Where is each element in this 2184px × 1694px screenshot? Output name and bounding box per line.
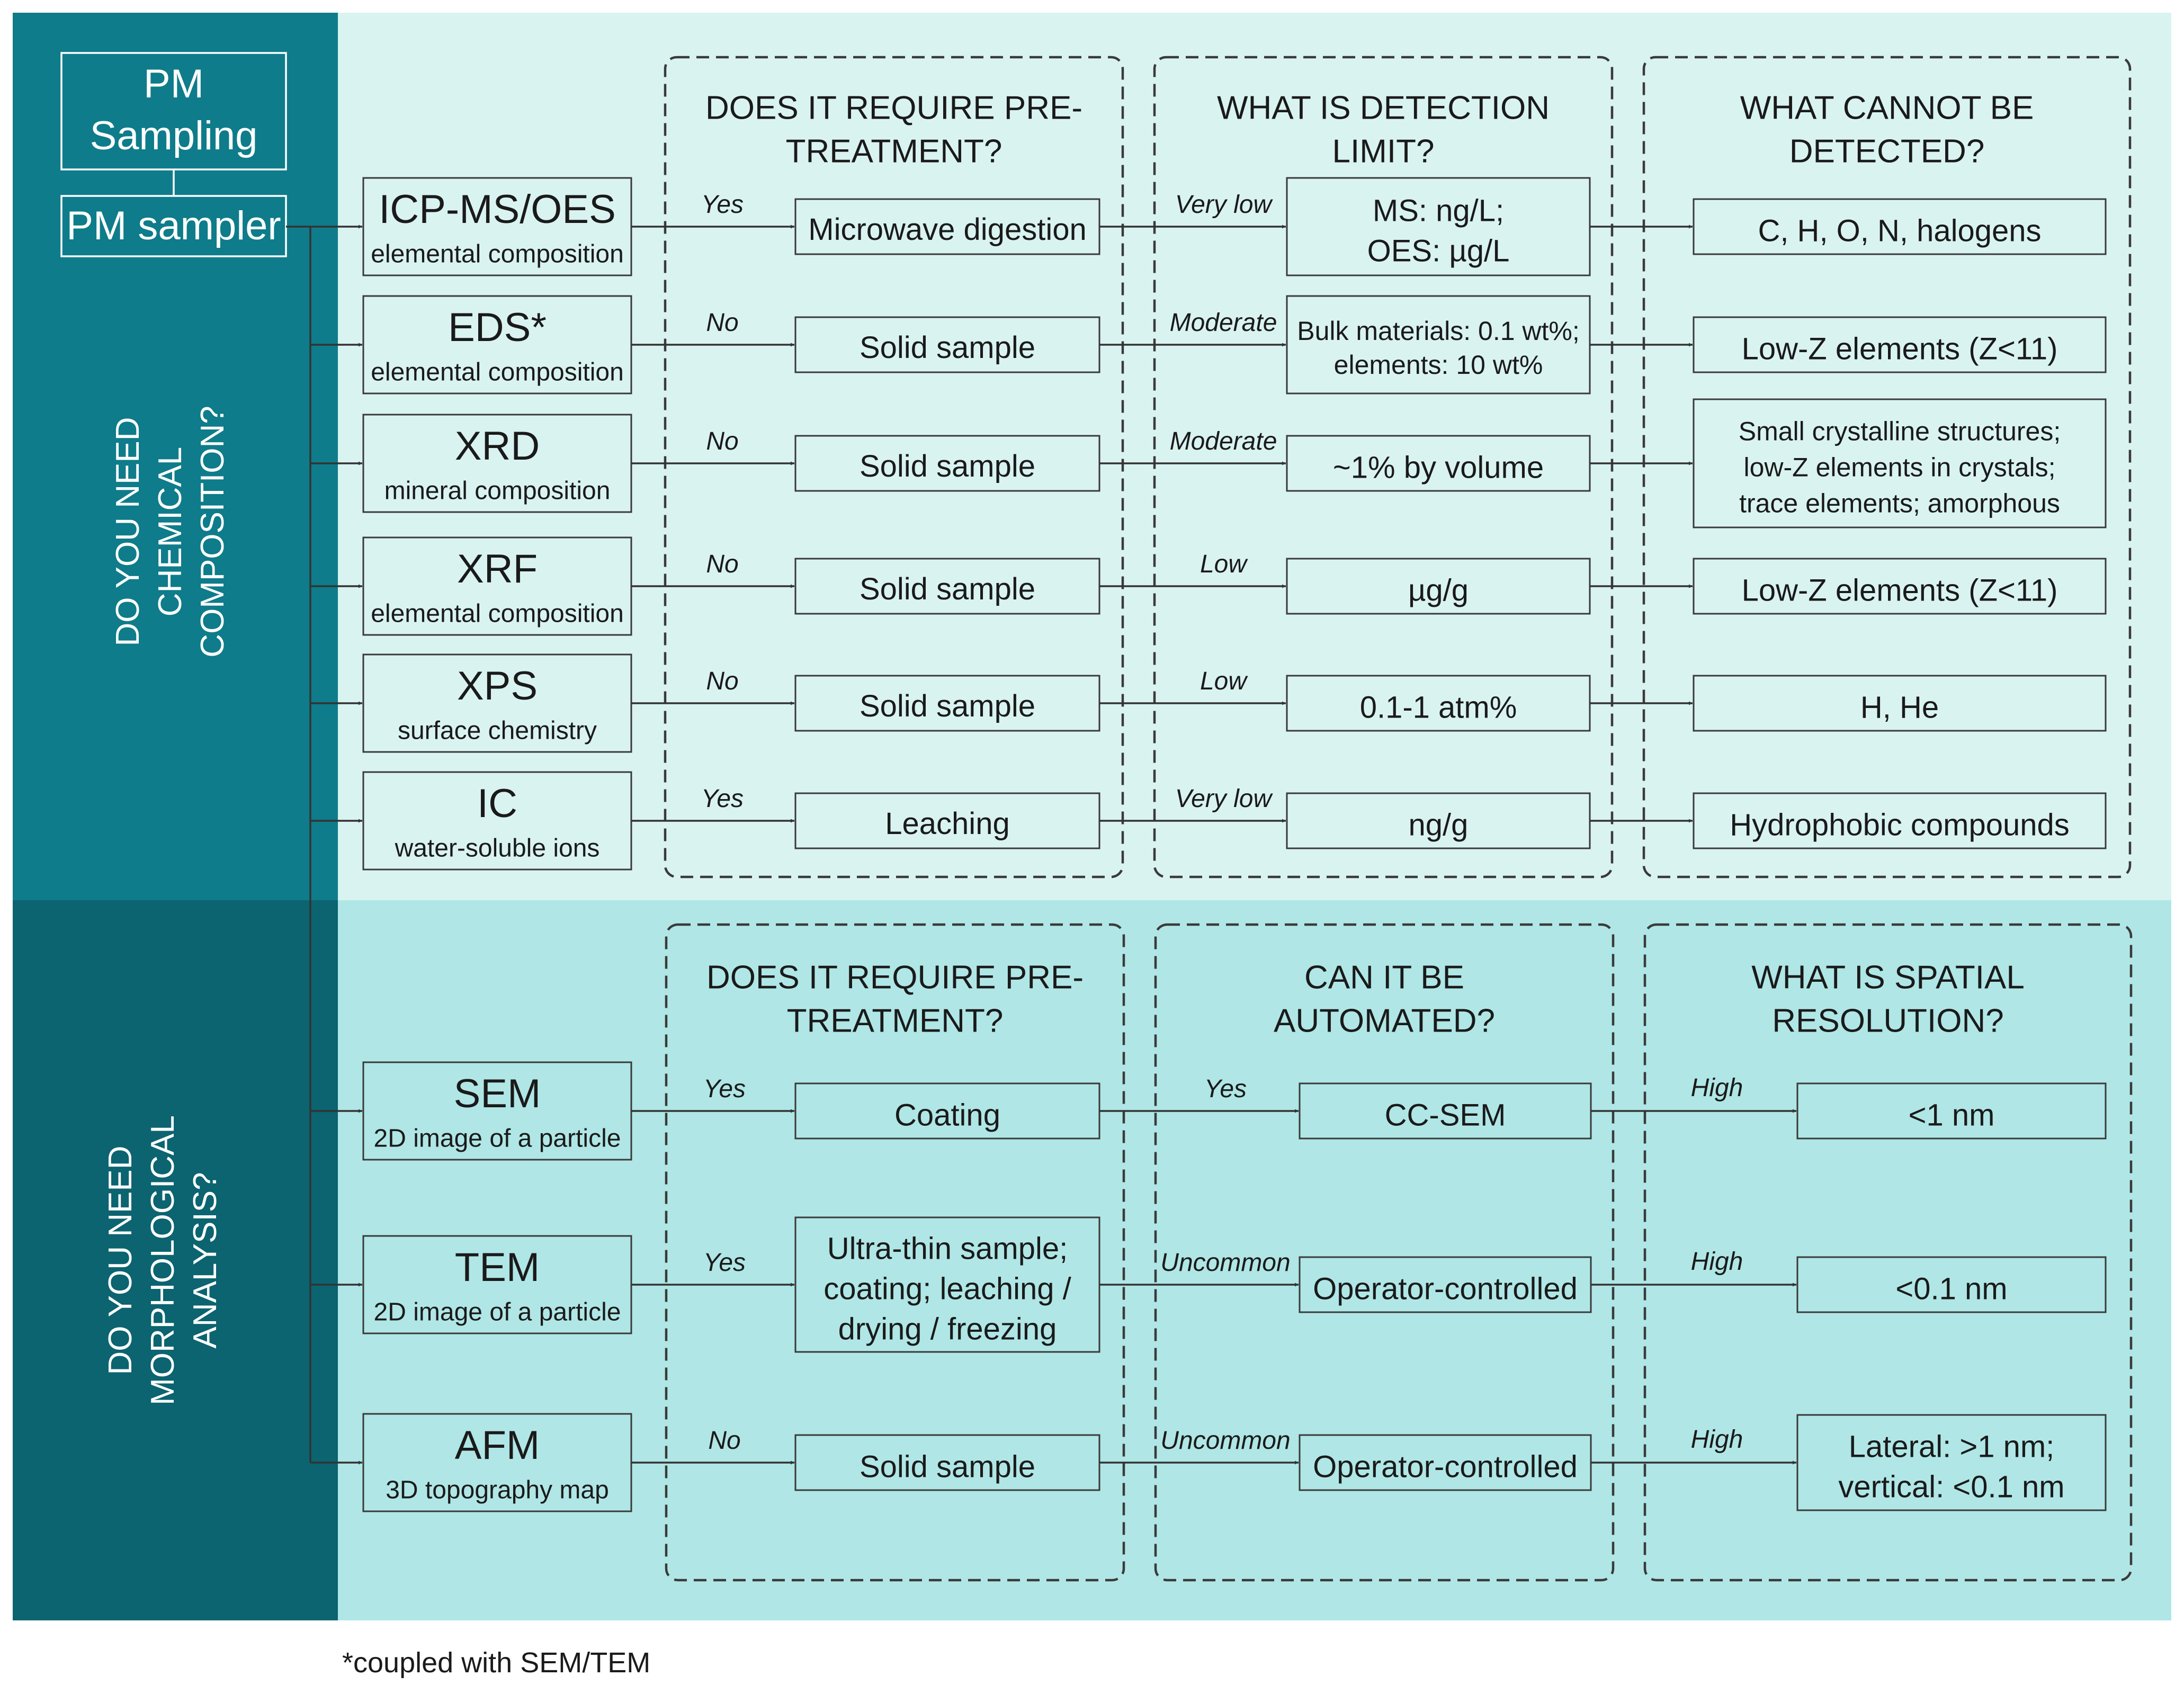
cannot-detect-value: Low-Z elements (Z<11) [1741,573,2058,608]
pm-sampling-label: Sampling [89,113,258,158]
column-header: CAN IT BE [1304,959,1465,996]
method-name: AFM [454,1422,540,1468]
automation-value: Operator-controlled [1313,1449,1578,1484]
method-description: elemental composition [371,358,624,387]
column-header: TREATMENT? [785,133,1003,170]
pm-sampler-label: PM sampler [66,203,281,248]
automation-value: Operator-controlled [1313,1271,1578,1306]
automation-answer: Uncommon [1160,1249,1291,1277]
method-name: XRF [457,546,538,591]
pretreatment-value: Solid sample [859,689,1036,724]
method-description: 3D topography map [386,1476,609,1504]
resolution-value: <1 nm [1908,1098,1995,1133]
resolution-value: <0.1 nm [1895,1271,2008,1306]
pretreatment-value: Solid sample [859,1449,1036,1484]
method-description: 2D image of a particle [373,1124,621,1153]
detection-limit-rating: Low [1200,667,1247,695]
method-name: SEM [453,1071,541,1116]
cannot-detect-value: C, H, O, N, halogens [1758,213,2042,248]
column-header: WHAT IS DETECTION [1216,89,1550,127]
cannot-detect-value: H, He [1860,690,1939,725]
method-description: mineral composition [384,477,611,505]
column-header: DOES IT REQUIRE PRE- [705,89,1082,127]
pretreatment-value: Microwave digestion [808,212,1087,247]
side-label-line: ANALYSIS? [187,1172,223,1349]
column-header: LIMIT? [1332,133,1435,170]
resolution-rating: High [1690,1074,1743,1102]
pretreatment-answer: No [706,550,739,578]
method-name: EDS* [448,304,547,350]
detection-limit-value: OES: µg/L [1367,234,1510,268]
cannot-detect-value: Small crystalline structures; [1738,416,2061,446]
side-label-line: DO YOU NEED [102,1145,139,1375]
method-description: elemental composition [371,599,624,628]
detection-limit-rating: Low [1200,550,1247,578]
side-label-line: COMPOSITION? [194,406,231,658]
detection-limit-rating: Very low [1175,785,1272,813]
method-name: ICP-MS/OES [379,186,616,232]
method-name: IC [477,781,517,826]
pretreatment-answer: No [706,427,739,455]
method-name: XPS [457,663,538,709]
column-header: WHAT IS SPATIAL [1751,959,2025,996]
detection-limit-value: µg/g [1408,573,1469,608]
pretreatment-value: coating; leaching / [824,1271,1071,1306]
resolution-rating: High [1690,1248,1743,1276]
pretreatment-value: Solid sample [859,330,1036,365]
detection-limit-value: elements: 10 wt% [1333,350,1543,380]
method-description: elemental composition [371,240,624,268]
method-description: surface chemistry [397,716,597,745]
pretreatment-value: drying / freezing [838,1312,1057,1347]
pretreatment-answer: No [708,1427,741,1455]
pretreatment-answer: No [706,667,739,695]
cannot-detect-value: Low-Z elements (Z<11) [1741,331,2058,366]
pretreatment-answer: Yes [703,1075,746,1103]
pretreatment-value: Ultra-thin sample; [827,1231,1068,1266]
cannot-detect-value: trace elements; amorphous [1739,488,2060,518]
detection-limit-value: Bulk materials: 0.1 wt%; [1297,316,1580,346]
column-header: WHAT CANNOT BE [1740,89,2034,127]
pretreatment-answer: Yes [703,1249,746,1277]
column-header: DETECTED? [1789,133,1985,170]
detection-limit-rating: Very low [1175,191,1272,219]
method-description: 2D image of a particle [373,1298,621,1326]
detection-limit-rating: Moderate [1169,427,1277,455]
column-header: DOES IT REQUIRE PRE- [706,959,1084,996]
automation-answer: Yes [1204,1075,1247,1103]
cannot-detect-value: Hydrophobic compounds [1730,808,2070,842]
detection-limit-rating: Moderate [1169,309,1277,337]
cannot-detect-value: low-Z elements in crystals; [1743,452,2056,482]
detection-limit-value: MS: ng/L; [1372,193,1505,228]
pretreatment-answer: Yes [701,191,744,219]
automation-answer: Uncommon [1160,1427,1291,1455]
pretreatment-answer: Yes [701,785,744,813]
detection-limit-value: 0.1-1 atm% [1359,690,1517,725]
column-header: RESOLUTION? [1772,1002,2004,1039]
footnote: *coupled with SEM/TEM [342,1647,651,1679]
pretreatment-value: Solid sample [859,572,1036,607]
pretreatment-value: Solid sample [859,449,1036,484]
method-description: water-soluble ions [395,834,600,863]
pretreatment-answer: No [706,309,739,337]
column-header: TREATMENT? [786,1002,1004,1039]
resolution-rating: High [1690,1426,1743,1454]
resolution-value: Lateral: >1 nm; [1848,1429,2055,1464]
detection-limit-value: ng/g [1408,808,1469,842]
method-name: TEM [454,1244,540,1290]
side-label-line: CHEMICAL [152,446,189,617]
method-name: XRD [454,423,540,469]
pm-sampling-label: PM [144,61,204,106]
automation-value: CC-SEM [1384,1098,1506,1133]
side-label-line: MORPHOLOGICAL [145,1115,181,1405]
side-label-line: DO YOU NEED [110,417,146,647]
column-header: AUTOMATED? [1274,1002,1495,1039]
pretreatment-value: Leaching [885,806,1010,841]
pretreatment-value: Coating [894,1098,1000,1133]
resolution-value: vertical: <0.1 nm [1838,1469,2065,1504]
detection-limit-value: ~1% by volume [1332,450,1544,485]
